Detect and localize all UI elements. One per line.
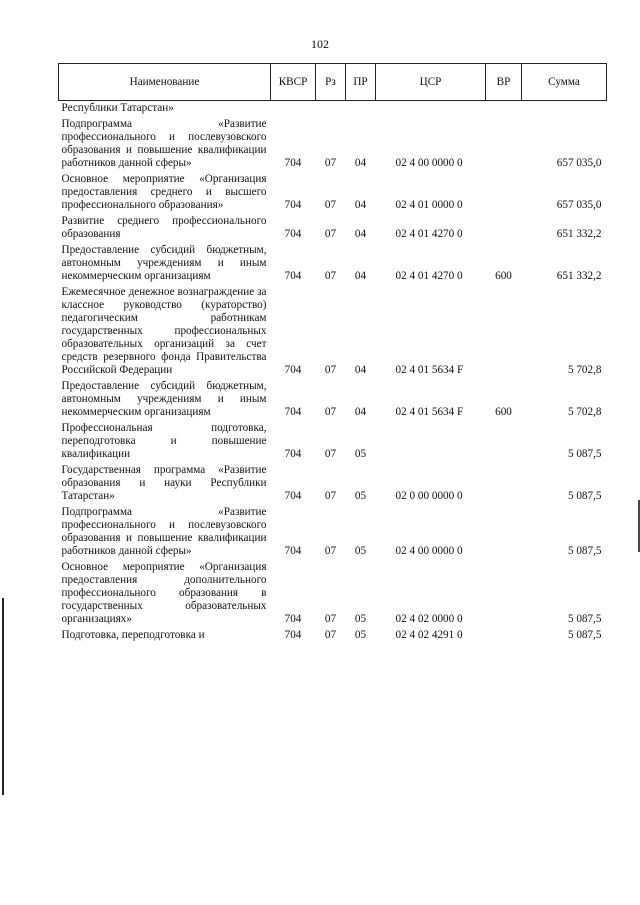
row-kvsr: 704 xyxy=(284,270,302,282)
table-row xyxy=(59,379,607,421)
row-sum: 5 087,5 xyxy=(567,613,602,625)
row-vr xyxy=(486,172,522,214)
row-kvsr: 704 xyxy=(284,157,302,169)
header-pr: ПР xyxy=(346,64,376,101)
table-header-row xyxy=(59,64,607,101)
row-csr: 02 4 00 0000 0 xyxy=(395,157,463,169)
table-row xyxy=(59,117,607,172)
table-row xyxy=(59,463,607,505)
row-sum: 5 087,5 xyxy=(567,545,602,557)
row-csr: 02 4 01 0000 0 xyxy=(395,199,463,211)
row-pr xyxy=(346,101,376,118)
row-name: Основное мероприятие «Организация предоставления среднего и высшего профессионального образования» xyxy=(61,173,267,211)
header-rz: Рз xyxy=(316,64,346,101)
row-csr xyxy=(376,421,486,463)
header-vr: ВР xyxy=(486,64,522,101)
row-pr: 04 xyxy=(354,157,367,169)
row-rz: 07 xyxy=(324,270,337,282)
row-kvsr: 704 xyxy=(284,406,302,418)
row-vr xyxy=(486,463,522,505)
row-sum: 657 035,0 xyxy=(556,199,602,211)
row-sum: 651 332,2 xyxy=(556,228,602,240)
budget-table xyxy=(58,63,607,644)
row-kvsr: 704 xyxy=(284,448,302,460)
row-kvsr: 704 xyxy=(284,629,302,641)
header-kvsr: КВСР xyxy=(271,64,316,101)
row-vr: 600 xyxy=(495,270,512,282)
table-row xyxy=(59,285,607,379)
row-csr xyxy=(376,101,486,118)
row-rz: 07 xyxy=(324,629,337,641)
table-row xyxy=(59,101,607,118)
header-sum: Сумма xyxy=(522,64,607,101)
row-rz: 07 xyxy=(324,545,337,557)
row-name: Ежемесячное денежное вознаграждение за классное руководство (кураторство) педагогическим работникам государственных профессиональных образовательных организаций за счет средств резервного фонда Правительства Российской Федерации xyxy=(61,286,267,376)
table-row xyxy=(59,505,607,560)
row-sum: 5 087,5 xyxy=(567,490,602,502)
row-rz: 07 xyxy=(324,228,337,240)
row-sum: 5 702,8 xyxy=(567,406,602,418)
row-kvsr: 704 xyxy=(284,364,302,376)
row-name: Развитие среднего профессионального образования xyxy=(61,215,267,240)
row-csr: 02 4 01 4270 0 xyxy=(395,270,463,282)
row-pr: 05 xyxy=(354,629,367,641)
row-kvsr: 704 xyxy=(284,228,302,240)
row-sum: 651 332,2 xyxy=(556,270,602,282)
row-vr xyxy=(486,560,522,628)
header-csr: ЦСР xyxy=(376,64,486,101)
row-kvsr xyxy=(271,101,316,118)
row-rz: 07 xyxy=(324,199,337,211)
row-rz: 07 xyxy=(324,364,337,376)
row-csr: 02 4 00 0000 0 xyxy=(395,545,463,557)
table-row xyxy=(59,243,607,285)
row-rz: 07 xyxy=(324,490,337,502)
page-number: 102 xyxy=(311,37,329,51)
row-vr xyxy=(486,505,522,560)
row-csr: 02 4 01 4270 0 xyxy=(395,228,463,240)
row-pr: 04 xyxy=(354,364,367,376)
row-csr: 02 4 01 5634 F xyxy=(395,364,464,376)
row-vr xyxy=(486,285,522,379)
row-vr: 600 xyxy=(495,406,512,418)
row-name: Республики Татарстан» xyxy=(61,102,174,114)
row-pr: 05 xyxy=(354,545,367,557)
row-name: Подготовка, переподготовка и xyxy=(61,629,205,641)
row-csr: 02 0 00 0000 0 xyxy=(395,490,463,502)
row-name: Предоставление субсидий бюджетным, автономным учреждениям и иным некоммерческим организациям xyxy=(61,380,267,418)
table-row xyxy=(59,421,607,463)
table-row xyxy=(59,560,607,628)
row-name: Государственная программа «Развитие образования и науки Республики Татарстан» xyxy=(61,464,267,502)
row-sum: 5 087,5 xyxy=(567,448,602,460)
scan-edge-mark xyxy=(2,598,4,795)
row-pr: 05 xyxy=(354,613,367,625)
row-csr: 02 4 02 0000 0 xyxy=(395,613,463,625)
table-row xyxy=(59,172,607,214)
row-rz xyxy=(316,101,346,118)
row-pr: 05 xyxy=(354,448,367,460)
row-vr xyxy=(486,421,522,463)
row-vr xyxy=(486,101,522,118)
row-name: Подпрограмма «Развитие профессионального и послевузовского образования и повышение квалификации работников данной сферы» xyxy=(61,118,267,169)
row-sum: 5 087,5 xyxy=(567,629,602,641)
row-name: Основное мероприятие «Организация предоставления дополнительного профессионального образования в государственных образовательных организациях» xyxy=(61,561,267,625)
row-pr: 05 xyxy=(354,490,367,502)
row-name: Профессиональная подготовка, переподготовка и повышение квалификации xyxy=(61,422,267,460)
row-pr: 04 xyxy=(354,270,367,282)
row-rz: 07 xyxy=(324,613,337,625)
row-vr xyxy=(486,214,522,243)
row-kvsr: 704 xyxy=(284,490,302,502)
row-vr xyxy=(486,117,522,172)
row-csr: 02 4 02 4291 0 xyxy=(395,629,463,641)
row-sum: 5 702,8 xyxy=(567,364,602,376)
row-name: Предоставление субсидий бюджетным, автономным учреждениям и иным некоммерческим организациям xyxy=(61,244,267,282)
row-rz: 07 xyxy=(324,406,337,418)
row-pr: 04 xyxy=(354,199,367,211)
header-name: Наименование xyxy=(59,64,271,101)
row-kvsr: 704 xyxy=(284,545,302,557)
row-pr: 04 xyxy=(354,228,367,240)
row-rz: 07 xyxy=(324,448,337,460)
row-kvsr: 704 xyxy=(284,613,302,625)
table-row xyxy=(59,628,607,644)
row-name: Подпрограмма «Развитие профессионального и послевузовского образования и повышение квалификации работников данной сферы» xyxy=(61,506,267,557)
row-pr: 04 xyxy=(354,406,367,418)
row-vr xyxy=(486,628,522,644)
table-row xyxy=(59,214,607,243)
row-rz: 07 xyxy=(324,157,337,169)
table-body xyxy=(59,101,607,645)
row-sum xyxy=(522,101,607,118)
row-csr: 02 4 01 5634 F xyxy=(395,406,464,418)
row-sum: 657 035,0 xyxy=(556,157,602,169)
row-kvsr: 704 xyxy=(284,199,302,211)
